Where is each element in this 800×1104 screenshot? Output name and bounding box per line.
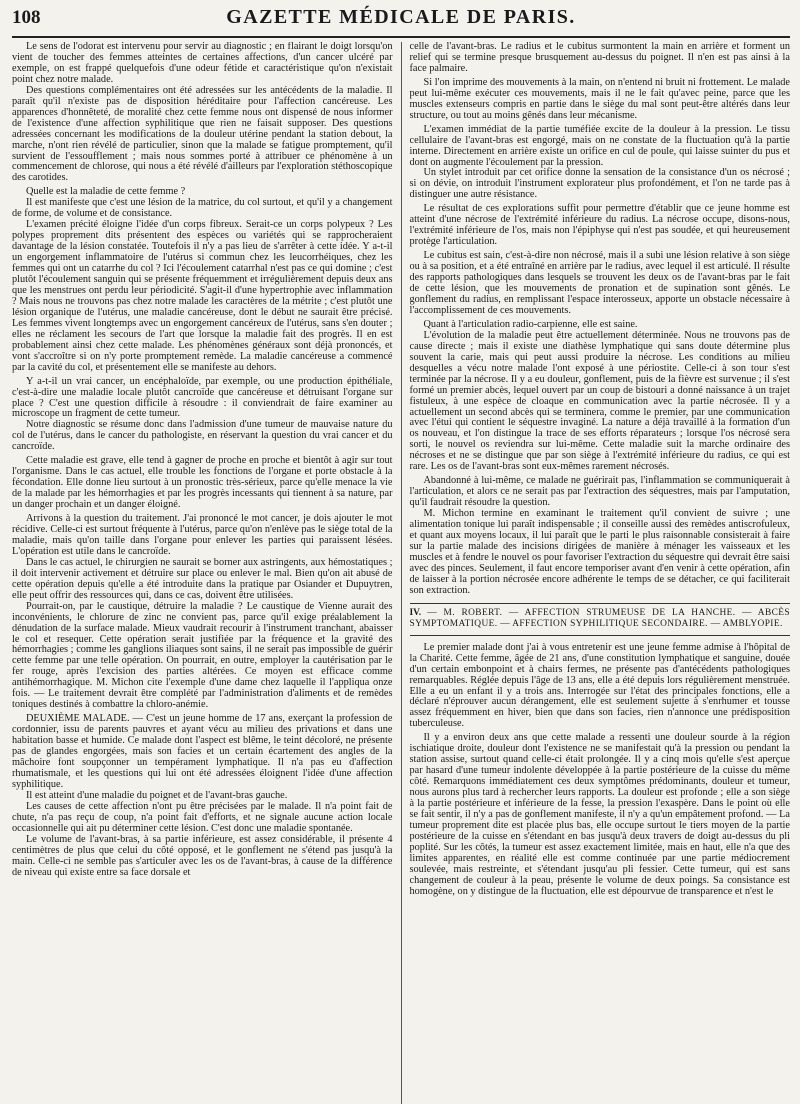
paragraph: Il est manifeste que c'est une lésion de la matrice, du col surtout, et qu'il y a changement de forme, de volume et de consistance. [12, 197, 393, 220]
section-heading [410, 603, 791, 636]
section-number: IV. [409, 607, 422, 618]
paragraph: Abandonné à lui-même, ce malade ne guérirait pas, l'inflammation se communiquerait à l'articulation, et alors ce ne serait pas par l'extraction des séquestres, mais par l'amputation, qu'il faudrait résoudre la question. [409, 475, 790, 509]
paragraph: DEUXIÈME MALADE. — C'est un jeune homme de 17 ans, exerçant la profession de cordonnier, issu de parents pauvres et ayant vécu au milieu des privations et dans une habitation basse et humide. Ce malade dont l'aspect est blême, le teint décoloré, ne présente pas de glandes engorgées, mais son facies et un certain écartement des angles de la mâchoire font soupçonner un tempérament lymphatique. Il n'a pas eu d'affection rhumatismale, et les questions qui lui ont été adressées éloignent l'idée d'une affection syphilitique. [12, 713, 393, 790]
paragraph: celle de l'avant-bras. Le radius et le cubitus surmontent la main en arrière et forment un relief qui se termine presque brusquement au-dessus du poignet. Il n'en est pas ainsi à la face palmaire. [409, 42, 790, 74]
paragraph: L'examen immédiat de la partie tuméfiée excite de la douleur à la pression. Le tissu cellulaire de l'avant-bras est engorgé, mais on ne constate de la fluctuation qu'à la partie interne. Directement en arrière existe un orifice en cul de poule, qui laisse suinter du pus et dont on augmente l'écoulement par la pression. [409, 123, 790, 168]
paragraph: Des questions complémentaires ont été adressées sur les antécédents de la maladie. Il paraît qu'il n'existe pas de disposition héréditaire pour l'affection cancéreuse. Les apparences d'honnêteté, de moralité chez cette femme nous ont dispensé de nous informer de l'existence d'une affection syphilitique que rien ne faisait supposer. Des questions adressées concernant les modifications de la douleur utérine pendant la station debout, la marche, n'ont rien révélé de particulier, sinon que la malade se fatigue promptement, qu'il survient de l'essoufflement ; mais nous sommes porté à attribuer ce phénomène à un commencement de chlorose, qui nous a été révélé d'ailleurs par l'exploration stéthoscopique des carotides. [12, 84, 393, 184]
running-title: GAZETTE MÉDICALE DE PARIS. [226, 6, 576, 28]
paragraph: Le cubitus est sain, c'est-à-dire non nécrosé, mais il a subi une lésion relative à son siège ou à sa position, et a été entraîné en arrière par le radius, avec lequel il est articulé. Il résulte des rapports pathologiques dans lesquels se trouvent les deux os de l'avant-bras par le fait de cette lésion, que les mouvements de pronation et de supination sont gênés. Le gonflement du radius, en remplissant l'espace interosseux, apporte un obstacle nécessaire à l'accomplissement de ces mouvements. [409, 250, 790, 316]
right-column [401, 42, 791, 1104]
paragraph: Arrivons à la question du traitement. J'ai prononcé le mot cancer, je dois ajouter le mot récidive. Celle-ci est surtout fréquente à l'utérus, parce qu'on n'enlève pas le siège total de la maladie, mais qu'on taille dans l'organe pour enlever les parties qui paraissent lésées. L'opération est utile dans le cancroïde. [12, 513, 393, 557]
paragraph: Quant à l'articulation radio-carpienne, elle est saine. [423, 318, 638, 330]
paragraph: Cette maladie est grave, elle tend à gagner de proche en proche et bientôt à agir sur tout l'organisme. Dans le cas actuel, elle trouble les fonctions de l'organe et porte obstacle à la fécondation. Elle donne lieu surtout à un pronostic très-sérieux, parce qu'elle menace la vie de la malade par les hémorrhagies et par les progrès incessants qui tiennent à sa nature, par un danger prochain et un danger éloigné. [12, 455, 393, 511]
paragraph: Pourrait-on, par le caustique, détruire la maladie ? Le caustique de Vienne aurait des inconvénients, le chlorure de zinc ne convient pas, parce qu'il exige préalablement la dénudation de la surface malade. Mieux vaudrait recourir à l'instrument tranchant, abaisser le col et resequer. Cette opération serait justifiée par la fréquence et la gravité des hémorrhagies ; comme les ganglions iliaques sont sains, il ne serait pas impossible de guérir cette femme par une telle opération. On pourrait, en outre, employer la cautérisation par le fer rouge, après l'excision des parties altérées. Ce moyen est efficace comme antihémorrhagique. M. Michon cite l'exemple d'une dame chez laquelle il l'appliqua onze fois. — Le traitement devrait être complété par l'administration d'aliments et de remèdes toniques destinés à combattre la chloro-anémie. [12, 600, 393, 711]
page-header [12, 6, 790, 38]
paragraph: Quelle est la maladie de cette femme ? [26, 186, 186, 198]
paragraph: Le premier malade dont j'ai à vous entretenir est une jeune femme admise à l'hôpital de la Charité. Cette femme, âgée de 21 ans, d'une constitution lymphatique et sanguine, douée d'un certain embonpoint et à chairs fermes, ne présente pas d'antécédents pathologiques remarquables. Réglée depuis l'âge de 13 ans, elle a été depuis lors régulièrement menstruée. Elle a eu un enfant il y a trois ans. Interrogée sur l'état des principales fonctions, elle a déclaré n'éprouver aucun dérangement, elle est seulement sujette à s'enrhumer et tousse assez fréquemment en hiver, bien que dans son facies, rien n'annonce une prédisposition tuberculeuse. [409, 641, 790, 730]
paragraph: Un stylet introduit par cet orifice donne la sensation de la consistance d'un os nécrosé ; si on dévie, on introduit l'instrument explorateur plus profondément, et l'on ne tarde pas à distinguer une autre résistance. [409, 167, 790, 201]
paragraph: Les causes de cette affection n'ont pu être précisées par le malade. Il n'a point fait de chute, n'a pas reçu de coup, n'a point fait d'efforts, et ne signale aucune action locale occasionnelle qui ait pu déterminer cette lésion. C'est donc une maladie spontanée. [12, 800, 393, 834]
paragraph: L'évolution de la maladie peut être actuellement déterminée. Nous ne trouvons pas de cause directe ; mais il existe une diathèse lymphatique qui sans doute détermine plus souvent la carie, mais qui peut aussi produire la nécrose. Les conditions au milieu desquelles a vécu notre malade l'ont exposé à une périostite. Celle-ci à son tour s'est terminée par la nécrose. Il y a eu douleur, gonflement, puis de la fièvre est survenue ; il s'est formé un premier abcès, lequel ouvert par un coup de bistouri a donné naissance à un trajet fistuleux, à une espèce de cloaque en communication avec la partie nécrosée. Il y a actuellement un second abcès qui se terminera, comme le premier, par une communication avec l'étui qui contient le séquestre invaginé. La nature a déjà travaillé à la formation d'un os nouveau, et l'on distingue la trace de ses efforts réparateurs ; lorsque l'os nécrosé sera sorti, le nouvel os reviendra sur lui-même. Cette maladie suit la marche ordinaire des nécroses et ne se distingue que par son siège à l'extrémité inférieure du radius, ce qui est rare. Les os de l'avant-bras sont eux-mêmes rarement nécrosés. [409, 329, 790, 473]
paragraph: Il y a environ deux ans que cette malade a ressenti une douleur sourde à la région ischiatique droite, douleur dont l'existence ne se manifestait qu'à la pression ou pendant la station assise, surtout quand celle-ci était prolongée. Il y a cinq mois qu'elle s'est aperçue par hasard d'une tumeur indolente développée à la partie postérieure de la cuisse du même côté. Remarquons immédiatement ces deux symptômes prédominants, douleur et tumeur, nous aurons plus tard à rechercher leurs rapports. La douleur est profonde ; elle a son siège à la partie postérieure et inférieure de la fesse, la pression l'exaspère. Dans le point où elle se fait sentir, il n'y a pas de gonflement manifeste, il n'y a qu'un empâtement profond. — La tumeur proprement dite est placée plus bas, elle occupe surtout le tiers moyen de la partie postérieure de la cuisse en s'étendant en bas jusqu'à deux travers de doigt au-dessus du pli poplité. Sur les côtés, la tumeur est assez exactement limitée, mais en haut, elle n'a que des limites apparentes, en réalité elle est comme continuée par une partie médiocrement soulevée, mais restreinte, et s'étendant jusqu'au pli fessier. Cette tumeur, qui est sans changement de couleur à la peau, présente le volume de deux poings. Sa consistance est homogène, on y distingue de la fluctuation, elle est dépourvue de transparence et n'est le [409, 732, 790, 897]
page-number: 108 [12, 7, 41, 28]
text-columns [12, 42, 790, 1104]
paragraph: M. Michon termine en examinant le traitement qu'il convient de suivre ; une alimentation tonique lui paraît indispensable ; il conseille aussi des remèdes antiscrofuleux, et quant aux moyens locaux, il lui paraît que le parti le plus raisonnable consisterait à faire sur la partie malade des incisions dirigées de manière à ménager les vaisseaux et les muscles et à fendre le nouvel os pour favoriser l'extraction du séquestre qui devrait être saisi avec des pinces. Seulement, il faut encore temporiser avant d'en venir à cette opération, afin de laisser à la portion nécrosée encore adhérente le temps de se détacher, ce qui faciliterait son extraction. [409, 508, 790, 596]
paragraph: Notre diagnostic se résume donc dans l'admission d'une tumeur de mauvaise nature du col de l'utérus, dans le cancer du pathologiste, en réservant la question du vrai cancer et du cancroïde. [12, 419, 393, 453]
paragraph: Le sens de l'odorat est intervenu pour servir au diagnostic ; en flairant le doigt lorsqu'on vient de toucher des femmes atteintes de certaines affections, d'un cancer ulcéré par exemple, on est frappé quelquefois d'une odeur fétide et caractéristique qu'on n'existait point chez notre malade. [12, 42, 393, 85]
paragraph: L'examen précité éloigne l'idée d'un corps fibreux. Serait-ce un corps polypeux ? Les polypes proprement dits présentent des espèces ou variétés qui se rapprocheraient davantage de la lésion constatée. Toutefois il n'y a pas lieu de s'arrêter à cette idée. Y a-t-il un engorgement inflammatoire de l'utérus si commun chez les leucorrhéiques, chez les femmes qui ont un catarrhe du col ? Ici l'écoulement catarrhal n'est pas ce qui domine ; c'est plutôt l'écoulement sanguin qui se présente fréquemment et irrégulièrement depuis deux ans que les menstrues ont perdu leur périodicité. S'agit-il d'une hypertrophie avec inflammation ? Mais nous ne trouvons pas chez notre malade les caractères de la métrite ; c'est plutôt une lésion organique de l'utérus, une maladie cancéreuse, dont le début ne saurait être précisé. Les femmes vivent longtemps avec un engorgement cancéreux de l'utérus, sans s'en douter ; elles ne réclament les secours de l'art que lorsque la maladie fait des progrès. Il en est probablement ainsi chez cette malade. Les phénomènes généraux sont déjà prononcés, et vont s'accroître si on n'y porte promptement remède. La maladie cancéreuse a commencé par la cavité du col, et présentement elle se manifeste au dehors. [12, 219, 393, 373]
section-title: — M. ROBERT. — AFFECTION STRUMEUSE DE LA HANCHE. — ABCÈS SYMPTOMATIQUE. — AFFECTION SYPHILITIQUE SECONDAIRE. — AMBLYOPIE. [409, 607, 790, 630]
left-column [12, 42, 401, 1104]
paragraph: Dans le cas actuel, le chirurgien ne saurait se borner aux astringents, aux hémostatiques ; il doit intervenir activement et détruire sur place ou enlever le mal. Bien qu'on ait abusé de cette opération depuis qu'elle a été introduite dans la pratique par Osiander et Dupuytren, elle peut offrir des ressources qui, dans ce cas, doivent être utilisées. [12, 556, 393, 601]
paragraph: Le volume de l'avant-bras, à sa partie inférieure, est assez considérable, il présente 4 centimètres de plus que celui du côté opposé, et le gonflement ne s'étend pas jusqu'à la main. Celle-ci ne semble pas s'articuler avec les os de l'avant-bras, à cause de la différence de niveau qui existe entre sa face dorsale et [12, 833, 393, 878]
paragraph: Le résultat de ces explorations suffit pour permettre d'établir que ce jeune homme est atteint d'une nécrose de l'extrémité inférieure du radius. La nécrose occupe, disons-nous, l'extrémité inférieure de l'os, mais non l'épiphyse qui n'est pas soudée, et qui heureusement protège l'articulation. [409, 203, 790, 248]
paragraph: Y a-t-il un vrai cancer, un encéphaloïde, par exemple, ou une production épithéliale, c'est-à-dire une maladie locale plutôt cancroïde que cancéreuse et détruisant l'organe sur place ? C'est une question difficile à résoudre : il conviendrait de faire examiner au microscope un fragment de cette tumeur. [12, 375, 393, 420]
paragraph: Il est atteint d'une maladie du poignet et de l'avant-bras gauche. [26, 789, 288, 801]
paragraph: Si l'on imprime des mouvements à la main, on n'entend ni bruit ni frottement. Le malade peut lui-même exécuter ces mouvements, mais il ne le fait qu'avec peine, parce que les muscles extenseurs compris en partie dans le siège du mal sont peut-être altérés dans leur structure, ou tout au moins gênés dans leur mécanisme. [409, 76, 790, 121]
